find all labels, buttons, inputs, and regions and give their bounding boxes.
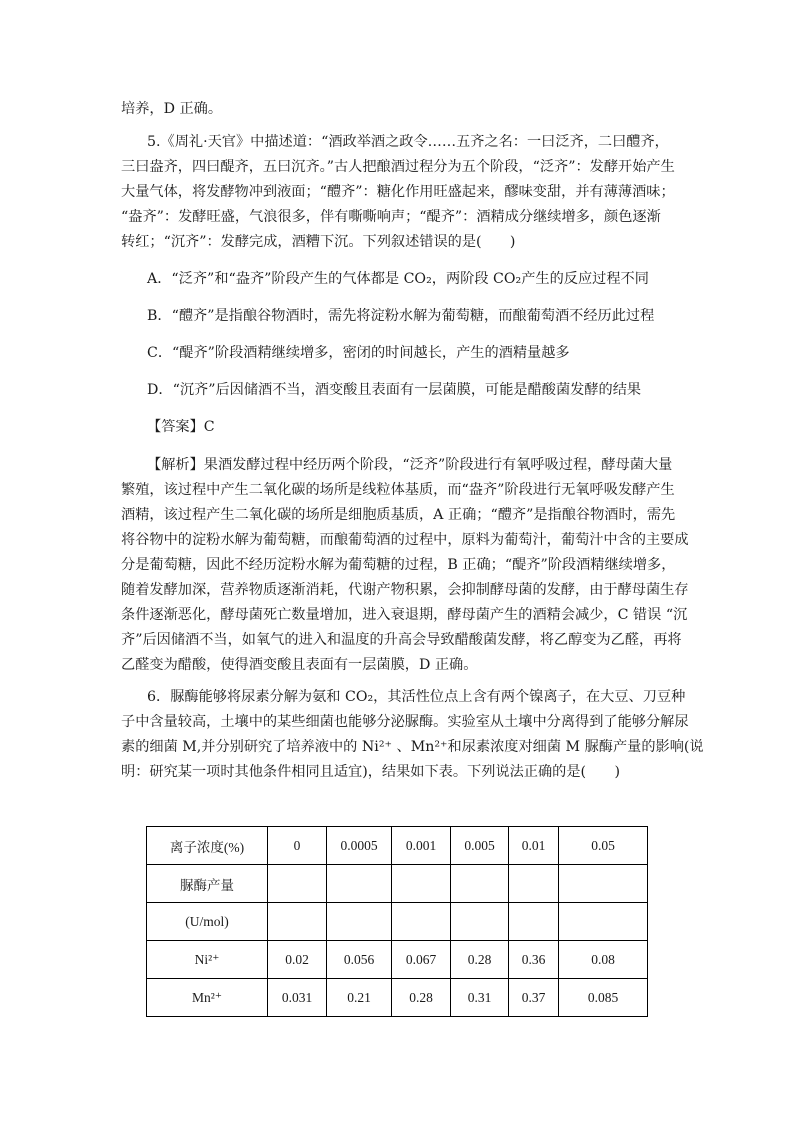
table-cell: 0.085 [559, 979, 648, 1017]
table-header-cell: 0.005 [451, 827, 509, 865]
table-row-label: 脲酶产量 [147, 865, 268, 903]
q5-analysis-line: 【解析】果酒发酵过程中经历两个阶段，“泛齐”阶段进行有氧呼吸过程，酵母菌大量 [147, 457, 673, 473]
table-header-cell: 0.01 [509, 827, 559, 865]
table-row-label: (U/mol) [147, 903, 268, 941]
table-cell: 0.37 [509, 979, 559, 1017]
previous-answer-tail: 培养，D 正确。 [121, 101, 223, 117]
q5-stem-line: 5.《周礼·天官》中描述道：“酒政举酒之政令……五齐之名：一曰泛齐，二曰醴齐， [147, 134, 669, 150]
table-row-label: Mn²⁺ [147, 979, 268, 1017]
table-cell: 0.28 [392, 979, 451, 1017]
table-header-cell: 0.0005 [327, 827, 392, 865]
q5-analysis-line: 齐”后因储酒不当，如氧气的进入和温度的升高会导致醋酸菌发酵，将乙醇变为乙醛，再将 [121, 632, 682, 648]
table-cell [327, 865, 392, 903]
table-cell [559, 865, 648, 903]
q5-stem-line: 大量气体，将发酵物冲到液面；“醴齐”：糖化作用旺盛起来，醪味变甜，并有薄薄酒味； [121, 184, 675, 200]
table-cell: 0.02 [268, 941, 327, 979]
table-cell: 0.056 [327, 941, 392, 979]
table-row [147, 941, 648, 979]
table-cell: 0.28 [451, 941, 509, 979]
q5-answer: 【答案】C [147, 419, 215, 435]
q5-stem-line: “盎齐”：发酵旺盛，气浪很多，伴有嘶嘶响声；“醍齐”：酒精成分继续增多，颜色逐渐 [121, 209, 661, 225]
q5-stem-line: 三曰盎齐，四曰醍齐，五曰沉齐。”古人把酿酒过程分为五个阶段，“泛齐”：发酵开始产生 [121, 159, 675, 175]
table-cell: 0.067 [392, 941, 451, 979]
q5-analysis-line: 酒精，该过程产生二氧化碳的场所是细胞质基质，A 正确；“醴齐”是指酿谷物酒时，需先 [121, 507, 676, 523]
table-header-label: 离子浓度(%) [147, 827, 268, 865]
q6-stem-line: 素的细菌 M,并分别研究了培养液中的 Ni²⁺ 、Mn²⁺和尿素浓度对细菌 M 脲酶产量的影响(说 [121, 739, 704, 755]
table-row-label: Ni²⁺ [147, 941, 268, 979]
q5-analysis-line: 繁殖，该过程中产生二氧化碳的场所是线粒体基质，而“盎齐”阶段进行无氧呼吸发酵产生 [121, 482, 675, 498]
table-cell: 0.36 [509, 941, 559, 979]
table-row [147, 979, 648, 1017]
table-cell [509, 865, 559, 903]
q5-analysis-line: 随着发酵加深，营养物质逐渐消耗，代谢产物积累，会抑制酵母菌的发酵，由于酵母菌生存 [121, 582, 689, 598]
table-cell: 0.08 [559, 941, 648, 979]
q5-analysis-line: 分是葡萄糖，因此不经历淀粉水解为葡萄糖的过程，B 正确；“醍齐”阶段酒精继续增多， [121, 557, 676, 573]
q5-option-c: C．“醍齐”阶段酒精继续增多，密闭的时间越长，产生的酒精量越多 [147, 345, 570, 361]
q5-analysis-line: 乙醛变为醋酸，使得酒变酸且表面有一层菌膜，D 正确。 [121, 657, 478, 673]
q5-analysis-line: 将谷物中的淀粉水解为葡萄糖，而酿葡萄酒的过程中，原料为葡萄汁，葡萄汁中含的主要成 [121, 532, 689, 548]
table-cell [327, 903, 392, 941]
q5-option-a: A．“泛齐”和“盎齐”阶段产生的气体都是 CO₂，两阶段 CO₂产生的反应过程不同 [147, 271, 649, 287]
table-row [147, 903, 648, 941]
table-header-cell: 0 [268, 827, 327, 865]
table-cell [392, 865, 451, 903]
table-cell [451, 865, 509, 903]
urease-data-table [146, 826, 648, 1017]
table-header-cell: 0.001 [392, 827, 451, 865]
table-row [147, 827, 648, 865]
table-cell [559, 903, 648, 941]
q5-option-d: D．“沉齐”后因储酒不当，酒变酸且表面有一层菌膜，可能是醋酸菌发酵的结果 [147, 382, 642, 398]
table-header-cell: 0.05 [559, 827, 648, 865]
table-cell [392, 903, 451, 941]
q5-stem-line: 转红；“沉齐”：发酵完成，酒糟下沉。下列叙述错误的是( ) [121, 234, 516, 250]
q5-analysis-line: 条件逐渐恶化，酵母菌死亡数量增加，进入衰退期，酵母菌产生的酒精会减少，C 错误 “沉 [121, 607, 688, 623]
q6-stem-line: 明：研究某一项时其他条件相同且适宜)，结果如下表。下列说法正确的是( ) [121, 764, 620, 780]
q6-stem-line: 6．脲酶能够将尿素分解为氨和 CO₂，其活性位点上含有两个镍离子，在大豆、刀豆种 [147, 689, 686, 705]
q6-stem-line: 子中含量较高，土壤中的某些细菌也能够分泌脲酶。实验室从土壤中分离得到了能够分解尿 [121, 714, 689, 730]
table-cell [268, 903, 327, 941]
table-cell: 0.031 [268, 979, 327, 1017]
table-row [147, 865, 648, 903]
table-cell: 0.31 [451, 979, 509, 1017]
table-cell [509, 903, 559, 941]
table-cell [268, 865, 327, 903]
q5-option-b: B．“醴齐”是指酿谷物酒时，需先将淀粉水解为葡萄糖，而酿葡萄酒不经历此过程 [147, 308, 655, 324]
table-cell [451, 903, 509, 941]
table-cell: 0.21 [327, 979, 392, 1017]
